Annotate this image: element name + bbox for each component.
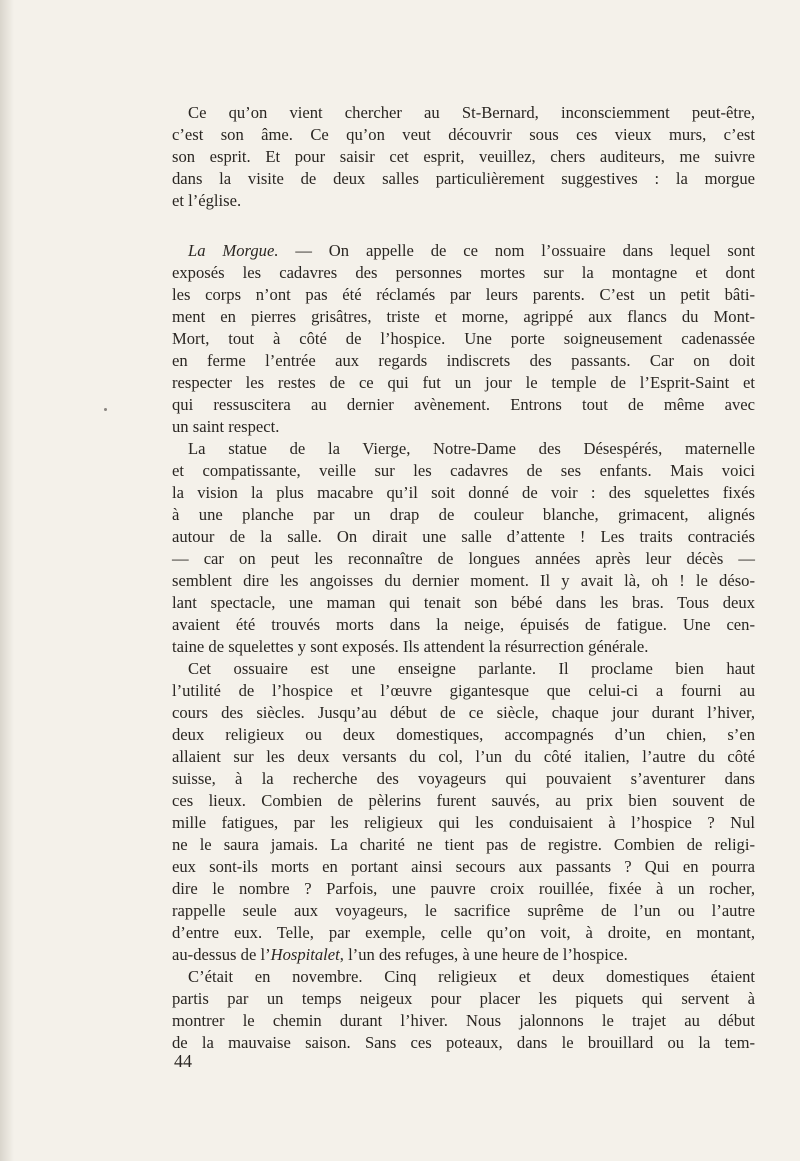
text-line	[172, 988, 755, 1010]
text-line	[172, 636, 755, 658]
text-line	[172, 146, 755, 168]
text-line	[172, 438, 755, 460]
text-run: La statue de la Vierge, Notre-Dame des Désespérés, maternelle	[188, 439, 755, 458]
text-run: , l’un des refuges, à une heure de l’hospice.	[339, 945, 628, 964]
text-run: son esprit. Et pour saisir cet esprit, veuillez, chers auditeurs, me suivre	[172, 147, 755, 166]
text-line	[172, 328, 755, 350]
text-line	[172, 834, 755, 856]
text-run: Mort, tout à côté de l’hospice. Une porte soigneusement cadenassée	[172, 329, 755, 348]
text-run: c’est son âme. Ce qu’on veut découvrir sous ces vieux murs, c’est	[172, 125, 755, 144]
text-line	[172, 306, 755, 328]
margin-speck	[104, 408, 107, 411]
text-line	[172, 168, 755, 190]
text-run: Ce qu’on vient chercher au St-Bernard, inconsciemment peut-être,	[188, 103, 755, 122]
text-run: montrer le chemin durant l’hiver. Nous jalonnons le trajet au début	[172, 1011, 755, 1030]
text-run: cours des siècles. Jusqu’au début de ce siècle, chaque jour durant l’hiver,	[172, 703, 755, 722]
text-run: avaient été trouvés morts dans la neige, épuisés de fatigue. Une cen-	[172, 615, 755, 634]
text-line	[172, 190, 755, 212]
text-line	[172, 966, 755, 988]
section-heading: La Morgue.	[188, 241, 279, 260]
text-run: autour de la salle. On dirait une salle d’attente ! Les traits contraciés	[172, 527, 755, 546]
text-run: taine de squelettes y sont exposés. Ils attendent la résurrection générale.	[172, 637, 649, 656]
text-run: la vision la plus macabre qu’il soit donné de voir : des squelettes fixés	[172, 483, 755, 502]
text-run: respecter les restes de ce qui fut un jour le temple de l’Esprit-Saint et	[172, 373, 755, 392]
paragraph-gap	[172, 212, 755, 240]
text-line	[172, 812, 755, 834]
text-run: ne le saura jamais. La charité ne tient pas de registre. Combien de religi-	[172, 835, 755, 854]
page-number: 44	[174, 1051, 192, 1071]
text-line	[172, 102, 755, 124]
text-line	[172, 900, 755, 922]
text-run: allaient sur les deux versants du col, l’un du côté italien, l’autre du côté	[172, 747, 755, 766]
text-run: exposés les cadavres des personnes mortes sur la montagne et dont	[172, 263, 755, 282]
place-name: Hospitalet	[270, 945, 340, 964]
text-run: et l’église.	[172, 191, 242, 210]
text-line	[172, 240, 755, 262]
text-run: l’utilité de l’hospice et l’œuvre gigantesque que celui-ci a fourni au	[172, 681, 755, 700]
text-run: dans la visite de deux salles particulièrement suggestives : la morgue	[172, 169, 755, 188]
text-run: en ferme l’entrée aux regards indiscrets des passants. Car on doit	[172, 351, 755, 370]
text-run: — car on peut les reconnaître de longues années après leur décès —	[172, 549, 755, 568]
text-run: Cet ossuaire est une enseigne parlante. Il proclame bien haut	[188, 659, 755, 678]
text-run: d’entre eux. Telle, par exemple, celle qu’on voit, à droite, en montant,	[172, 923, 755, 942]
text-line	[172, 482, 755, 504]
body-text	[172, 102, 755, 1054]
text-run: et compatissante, veille sur les cadavres de ses enfants. Mais voici	[172, 461, 755, 480]
text-run: rappelle seule aux voyageurs, le sacrifice suprême de l’un ou l’autre	[172, 901, 755, 920]
text-line	[172, 614, 755, 636]
text-run: suisse, à la recherche des voyageurs qui pouvaient s’aventurer dans	[172, 769, 755, 788]
text-line	[172, 944, 755, 966]
text-line	[172, 284, 755, 306]
text-run: lant spectacle, une maman qui tenait son bébé dans les bras. Tous deux	[172, 593, 755, 612]
text-line	[172, 372, 755, 394]
text-line	[172, 768, 755, 790]
text-line	[172, 856, 755, 878]
text-run: les corps n’ont pas été réclamés par leurs parents. C’est un petit bâti-	[172, 285, 755, 304]
text-run: dire le nombre ? Parfois, une pauvre croix rouillée, fixée à un rocher,	[172, 879, 755, 898]
page-binding-shadow	[0, 0, 14, 1161]
text-run: ment en pierres grisâtres, triste et morne, agrippé aux flancs du Mont-	[172, 307, 755, 326]
text-line	[172, 1010, 755, 1032]
text-run: deux religieux ou deux domestiques, accompagnés d’un chien, s’en	[172, 725, 755, 744]
text-line	[172, 724, 755, 746]
text-run: — On appelle de ce nom l’ossuaire dans lequel sont	[278, 241, 755, 260]
text-run: ces lieux. Combien de pèlerins furent sauvés, au prix bien souvent de	[172, 791, 755, 810]
text-line	[172, 702, 755, 724]
text-line	[172, 680, 755, 702]
text-run: au-dessus de l’	[172, 945, 271, 964]
text-line	[172, 350, 755, 372]
text-line	[172, 504, 755, 526]
text-run: qui ressuscitera au dernier avènement. Entrons tout de même avec	[172, 395, 755, 414]
text-run: à une planche par un drap de couleur blanche, grimacent, alignés	[172, 505, 755, 524]
text-run: partis par un temps neigeux pour placer les piquets qui servent à	[172, 989, 755, 1008]
text-run: C’était en novembre. Cinq religieux et deux domestiques étaient	[188, 967, 755, 986]
text-line	[172, 878, 755, 900]
text-line	[172, 922, 755, 944]
text-line	[172, 790, 755, 812]
text-line	[172, 570, 755, 592]
text-line	[172, 394, 755, 416]
text-line	[172, 658, 755, 680]
text-line	[172, 526, 755, 548]
text-line	[172, 746, 755, 768]
text-line	[172, 460, 755, 482]
text-run: semblent dire les angoisses du dernier moment. Il y avait là, oh ! le déso-	[172, 571, 755, 590]
text-line	[172, 124, 755, 146]
text-run: un saint respect.	[172, 417, 280, 436]
text-line	[172, 548, 755, 570]
text-line	[172, 262, 755, 284]
text-line	[172, 592, 755, 614]
text-line	[172, 416, 755, 438]
text-run: de la mauvaise saison. Sans ces poteaux, dans le brouillard ou la tem-	[172, 1033, 755, 1052]
text-run: mille fatigues, par les religieux qui les conduisaient à l’hospice ? Nul	[172, 813, 755, 832]
text-run: eux sont-ils morts en portant ainsi secours aux passants ? Qui en pourra	[172, 857, 755, 876]
text-line	[172, 1032, 755, 1054]
